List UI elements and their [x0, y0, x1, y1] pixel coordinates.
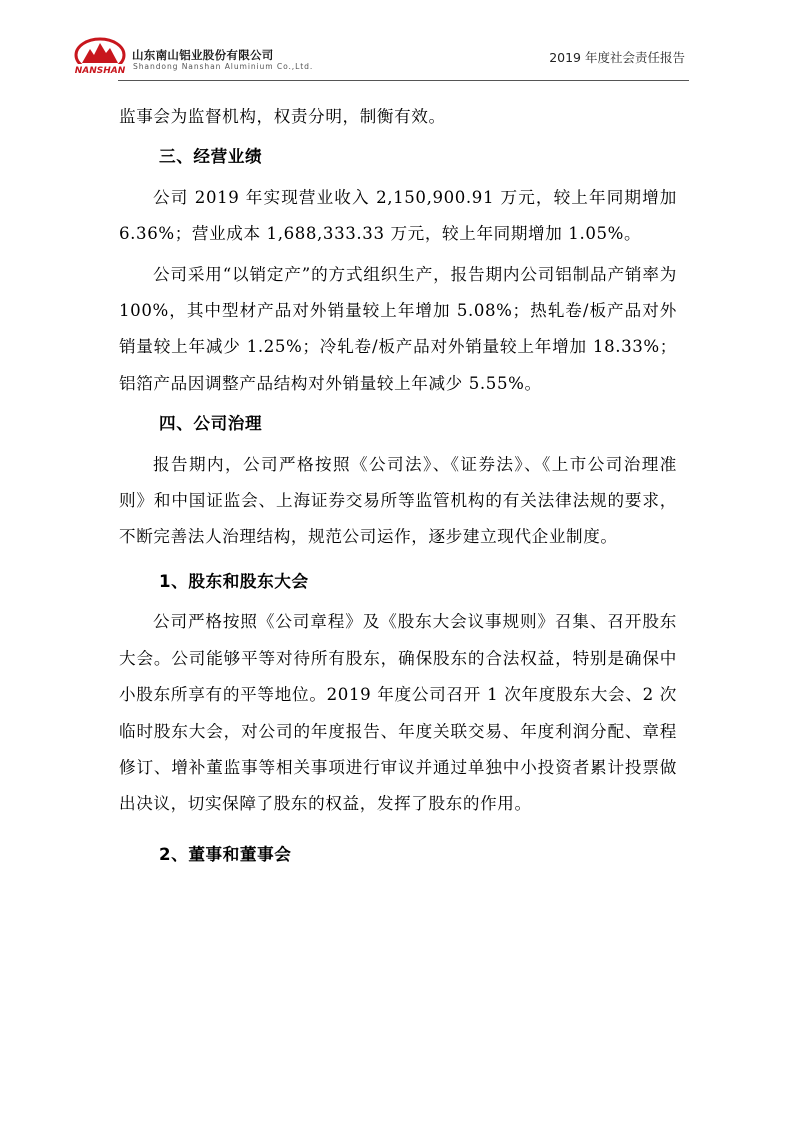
header-divider — [118, 80, 689, 81]
paragraph-revenue: 公司 2019 年实现营业收入 2,150,900.91 万元，较上年同期增加 6.36%；营业成本 1,688,333.33 万元，较上年同期增加 1.05%。 — [119, 187, 677, 244]
section-heading-performance: 三、经营业绩 — [159, 147, 263, 167]
page-header — [0, 0, 793, 80]
logo-wordmark: NANSHAN — [74, 66, 126, 76]
paragraph-shareholders: 公司严格按照《公司章程》及《股东大会议事规则》召集、召开股东大会。公司能够平等对待所有股东，确保股东的合法权益，特别是确保中小股东所享有的平等地位。2019 年度公司召开 1 次年度股东大会、2 次临时股东大会，对公司的年度报告、年度关联交易、年度利润分配、章程修订、增补董监事等相关事项进行审议并通过单独中小投资者累计投票做出决议，切实保障了股东的权益，发挥了股东的作用。 — [119, 612, 677, 814]
report-body — [119, 99, 677, 873]
subsection-heading-board: 2、董事和董事会 — [159, 844, 292, 864]
nanshan-logo — [74, 37, 126, 77]
paragraph-governance: 报告期内，公司严格按照《公司法》、《证券法》、《上市公司治理准则》和中国证监会、上海证券交易所等监管机构的有关法律法规的要求，不断完善法人治理结构，规范公司运作，逐步建立现代企业制度。 — [119, 454, 677, 547]
report-title: 2019 年度社会责任报告 — [549, 50, 685, 65]
subsection-heading-shareholders: 1、股东和股东大会 — [159, 571, 309, 591]
section-heading-governance: 四、公司治理 — [159, 414, 263, 434]
company-name-cn: 山东南山铝业股份有限公司 — [132, 48, 274, 62]
paragraph-supervisory: 监事会为监督机构，权责分明，制衡有效。 — [119, 107, 446, 126]
company-name-en: Shandong Nanshan Aluminium Co.,Ltd. — [133, 62, 314, 71]
paragraph-sales: 公司采用“以销定产”的方式组织生产，报告期内公司铝制品产销率为 100%，其中型材产品对外销量较上年增加 5.08%；热轧卷/板产品对外销量较上年减少 1.25%；冷轧卷/板产品对外销量较上年增加 18.33%；铝箔产品因调整产品结构对外销量较上年减少 5.55%。 — [119, 264, 677, 393]
